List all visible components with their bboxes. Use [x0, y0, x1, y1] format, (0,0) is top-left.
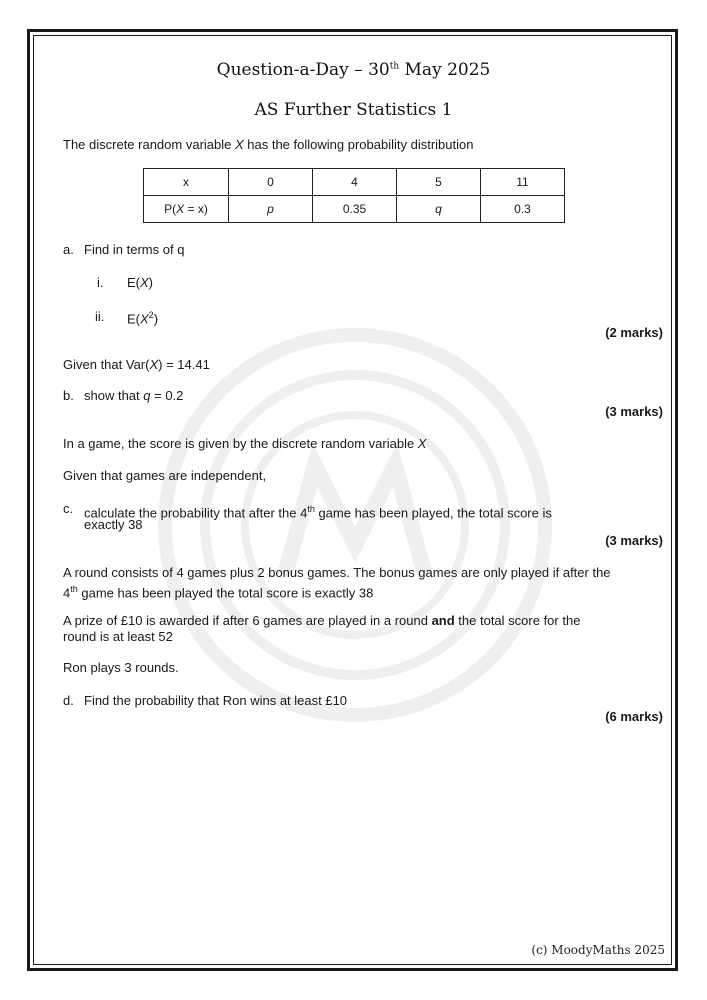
- prize-text-line2: round is at least 52: [63, 629, 173, 644]
- part-a-marks: (2 marks): [605, 325, 663, 340]
- part-c-text-line2: exactly 38: [84, 517, 143, 532]
- part-a-text: Find in terms of q: [84, 242, 185, 257]
- table-cell: 0.35: [313, 196, 397, 223]
- page-title: Question-a-Day – 30th May 2025: [216, 60, 491, 80]
- table-row: [144, 169, 565, 196]
- prize-text-line1: A prize of £10 is awarded if after 6 games are played in a round and the total score for the: [63, 613, 581, 628]
- table-cell: 4: [313, 169, 397, 196]
- part-d-label: d.: [63, 693, 74, 708]
- part-a-i-text: E(X): [127, 275, 154, 290]
- part-a-ii-text: $E(X^2)$: [127, 310, 159, 327]
- part-b-label: b.: [63, 388, 74, 403]
- table-cell: x: [144, 169, 229, 196]
- game-text: In a game, the score is given by the discrete random variable X: [63, 436, 427, 451]
- table-row: [144, 196, 565, 223]
- part-b-marks: (3 marks): [605, 404, 663, 419]
- part-c-marks: (3 marks): [605, 533, 663, 548]
- copyright-footer: (c) MoodyMaths 2025: [531, 943, 665, 957]
- part-a-i-label: i.: [97, 275, 104, 290]
- intro-text: The discrete random variable X has the following probability distribution: [63, 137, 474, 152]
- part-a-label: a.: [63, 242, 74, 257]
- table-cell: 0.3: [481, 196, 565, 223]
- table-cell: P(X = x): [144, 196, 229, 223]
- part-c-text-line1: calculate the probability that after the 4th game has been played, the total score is: [84, 504, 552, 521]
- watermark-logo: [155, 255, 555, 795]
- part-a-ii-label: ii.: [95, 309, 105, 324]
- round-text-line1: A round consists of 4 games plus 2 bonus games. The bonus games are only played if after the: [63, 565, 611, 580]
- table-cell: p: [229, 196, 313, 223]
- part-d-marks: (6 marks): [605, 709, 663, 724]
- table-cell: 5: [397, 169, 481, 196]
- table-cell: q: [397, 196, 481, 223]
- part-d-text: Find the probability that Ron wins at least £10: [84, 693, 348, 708]
- given-variance-text: Given that Var(X) = 14.41: [63, 357, 210, 372]
- part-c-label: c.: [63, 501, 74, 516]
- part-b-text: show that q = 0.2: [84, 388, 184, 403]
- table-cell: 0: [229, 169, 313, 196]
- table-cell: 11: [481, 169, 565, 196]
- round-text-line2: 4th game has been played the total score is exactly 38: [63, 584, 374, 601]
- independent-text: Given that games are independent,: [63, 468, 267, 483]
- ron-text: Ron plays 3 rounds.: [63, 660, 179, 675]
- page-subtitle: AS Further Statistics 1: [254, 100, 453, 120]
- probability-table: [143, 168, 565, 223]
